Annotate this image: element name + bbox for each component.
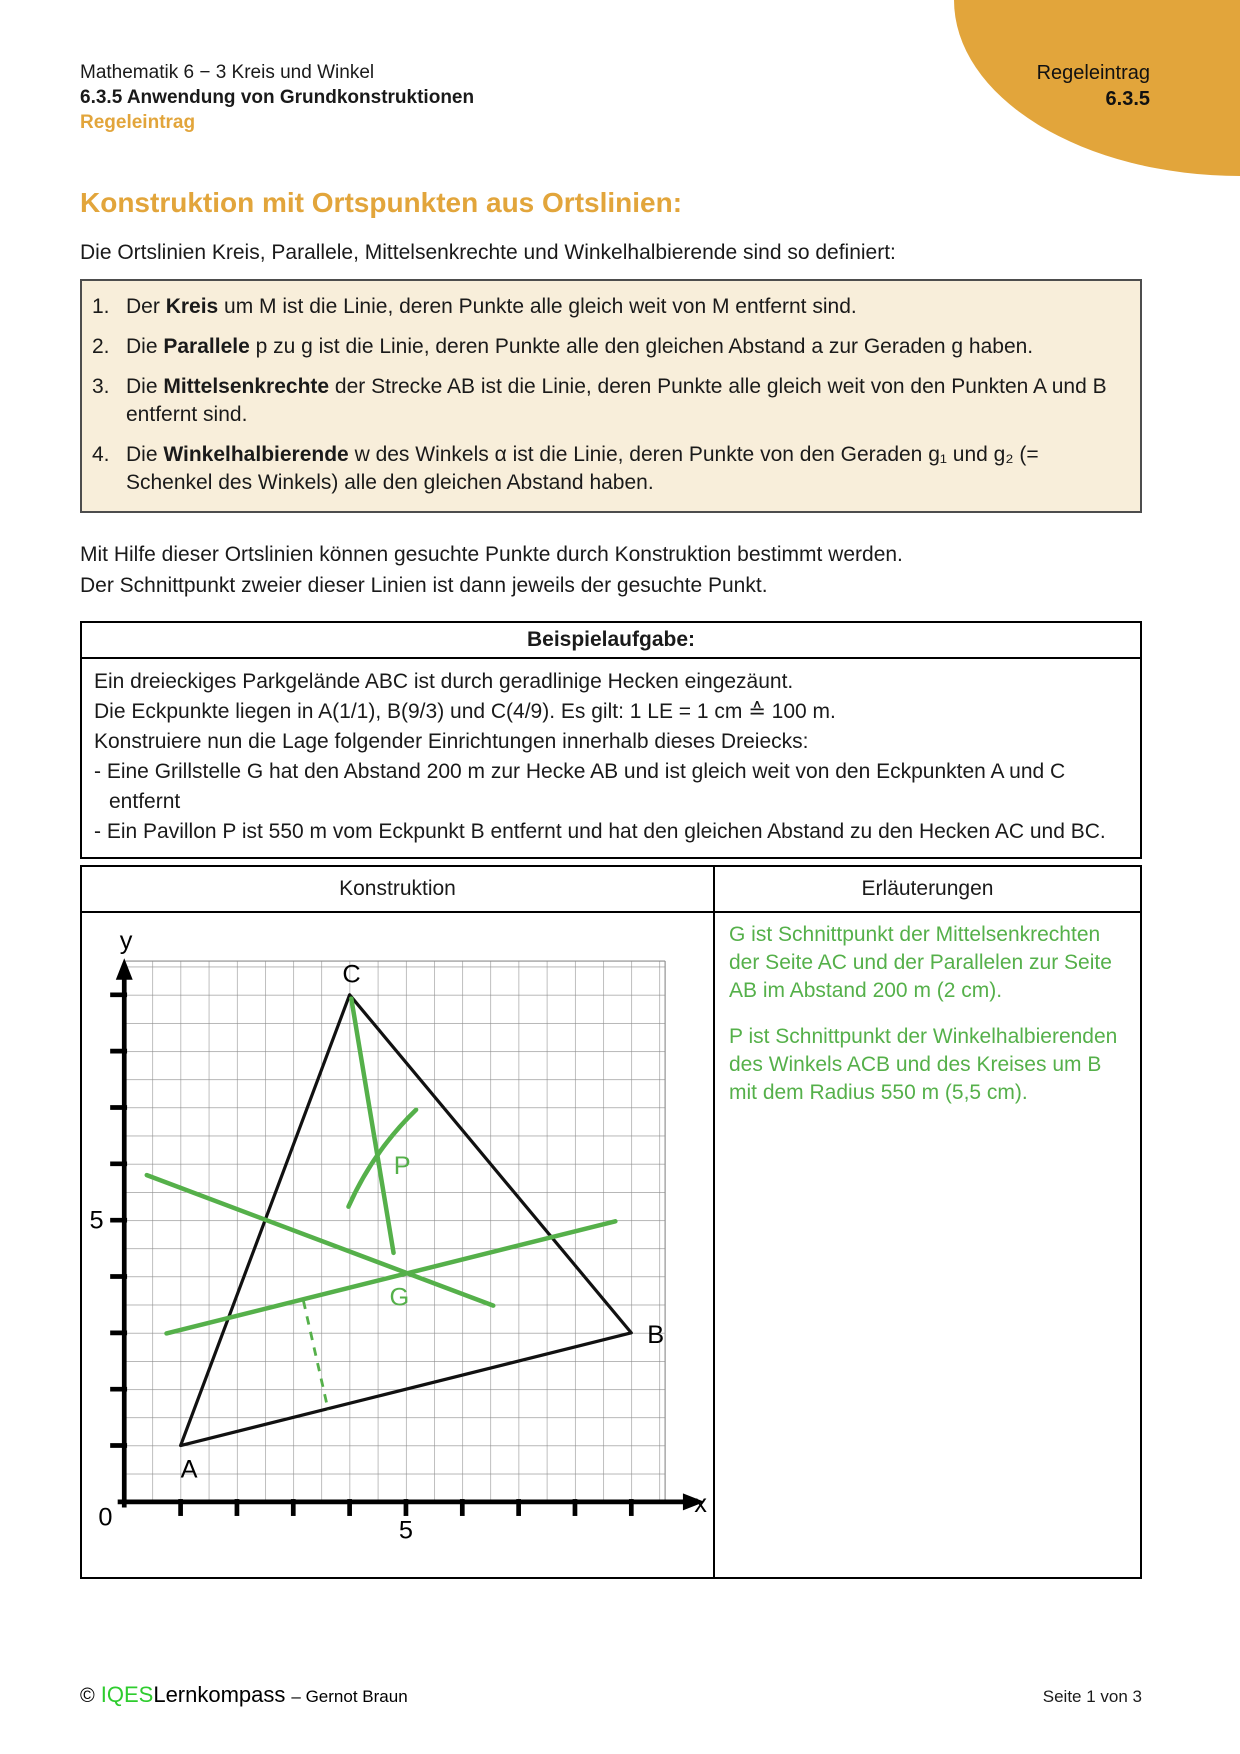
- example-line: Ein dreieckiges Parkgelände ABC ist durch geradlinige Hecken eingezäunt.: [94, 670, 794, 693]
- course-line: Mathematik 6 − 3 Kreis und Winkel: [80, 62, 375, 83]
- definition-rest: um M ist die Linie, deren Punkte alle gleich weit von M entfernt sind.: [218, 295, 857, 318]
- example-line: Die Eckpunkte liegen in A(1/1), B(9/3) und C(4/9). Es gilt: 1 LE = 1 cm ≙ 100 m.: [94, 700, 836, 723]
- example-header: Beispielaufgabe:: [81, 622, 1141, 658]
- corner-label: Regeleintrag: [1036, 62, 1150, 84]
- construction-table: [80, 865, 1142, 1579]
- copyright-icon: ©: [80, 1685, 95, 1707]
- construction-diagram-cell: [81, 912, 714, 1578]
- definition-lead: Der: [126, 295, 166, 318]
- definition-number: 3.: [92, 375, 110, 398]
- definition-item: [92, 373, 1128, 429]
- definition-text: [126, 441, 1128, 497]
- x-axis-label: x: [694, 1490, 707, 1519]
- example-body: [81, 658, 1141, 858]
- bridge-text: [80, 539, 1142, 601]
- definition-text: [126, 293, 1128, 321]
- construction-diagram: [82, 915, 713, 1546]
- type-label: Regeleintrag: [80, 112, 196, 133]
- definition-lead: Die: [126, 375, 164, 398]
- definition-item: [92, 293, 1128, 321]
- definition-text: [126, 333, 1128, 361]
- corner-code: 6.3.5: [1105, 88, 1150, 110]
- column-header-konstruktion: Konstruktion: [81, 866, 714, 912]
- publisher-brand: [80, 1682, 408, 1708]
- definition-item: [92, 441, 1128, 497]
- page-title: Konstruktion mit Ortspunkten aus Ortslinien:: [80, 187, 683, 218]
- column-header-erlaeuterungen: Erläuterungen: [714, 866, 1141, 912]
- explanation-paragraph-p: P ist Schnittpunkt der Winkelhalbierenden des Winkels ACB und des Kreises um B mit dem Radius 550 m (5,5 cm).: [729, 1025, 1118, 1104]
- page-number: Seite 1 von 3: [1042, 1687, 1142, 1706]
- point-b-label: B: [647, 1321, 665, 1350]
- definition-lead: Die: [126, 335, 164, 358]
- definition-item: [92, 333, 1128, 361]
- brand-lernkompass: Lernkompass: [153, 1682, 286, 1707]
- definition-number: 2.: [92, 335, 110, 358]
- example-table: [80, 621, 1142, 859]
- origin-label: 0: [98, 1503, 113, 1532]
- author-name: – Gernot Braun: [291, 1687, 408, 1706]
- definitions-box: [80, 279, 1142, 513]
- bridge-line-1: Mit Hilfe dieser Ortslinien können gesuchte Punkte durch Konstruktion bestimmt werden.: [80, 543, 903, 566]
- y-tick-5-label: 5: [89, 1206, 104, 1235]
- definition-text: [126, 373, 1128, 429]
- point-c-label: C: [342, 960, 361, 989]
- brand-iqes: IQES: [100, 1682, 154, 1707]
- page-header: [80, 60, 1142, 135]
- definition-rest: p zu g ist die Linie, deren Punkte alle den gleichen Abstand a zur Geraden g haben.: [249, 335, 1034, 358]
- explanation-paragraph-g: G ist Schnittpunkt der Mittelsenkrechten der Seite AC und der Parallelen zur Seite AB im Abstand 200 m (2 cm).: [729, 923, 1112, 1002]
- y-axis-label: y: [119, 926, 133, 955]
- point-p-label: P: [393, 1152, 411, 1181]
- intro-text: Die Ortslinien Kreis, Parallele, Mittelsenkrechte und Winkelhalbierende sind so definiert:: [80, 241, 896, 264]
- example-bullet: - Eine Grillstelle G hat den Abstand 200 m zur Hecke AB und ist gleich weit von den Eckpunkten A und C entfernt: [94, 760, 1066, 813]
- definition-term: Mittelsenkrechte: [163, 375, 330, 398]
- point-g-label: G: [389, 1283, 410, 1312]
- example-line: Konstruiere nun die Lage folgender Einrichtungen innerhalb dieses Dreiecks:: [94, 730, 809, 753]
- definition-term: Winkelhalbierende: [163, 443, 349, 466]
- x-tick-5-label: 5: [398, 1516, 414, 1545]
- topic-line: 6.3.5 Anwendung von Grundkonstruktionen: [80, 87, 475, 108]
- definition-number: 1.: [92, 295, 110, 318]
- content-area: [80, 0, 1142, 1579]
- definition-term: Parallele: [163, 335, 250, 358]
- definition-lead: Die: [126, 443, 164, 466]
- bridge-line-2: Der Schnittpunkt zweier dieser Linien ist dann jeweils der gesuchte Punkt.: [80, 574, 768, 597]
- definition-term: Kreis: [165, 295, 219, 318]
- definition-number: 4.: [92, 443, 110, 466]
- definition-rest: w des Winkels α ist die Linie, deren Punkte von den Geraden g₁ und g₂ (= Schenkel des Winkels) alle den gleichen Abstand haben.: [126, 443, 1039, 494]
- page-footer: [80, 1682, 1142, 1708]
- point-a-label: A: [180, 1455, 198, 1484]
- definition-rest: der Strecke AB ist die Linie, deren Punkte alle gleich weit von den Punkten A und B entfernt sind.: [126, 375, 1107, 426]
- example-bullet: - Ein Pavillon P ist 550 m vom Eckpunkt B entfernt und hat den gleichen Abstand zu den Hecken AC und BC.: [94, 820, 1106, 843]
- explanation-cell: [714, 912, 1141, 1578]
